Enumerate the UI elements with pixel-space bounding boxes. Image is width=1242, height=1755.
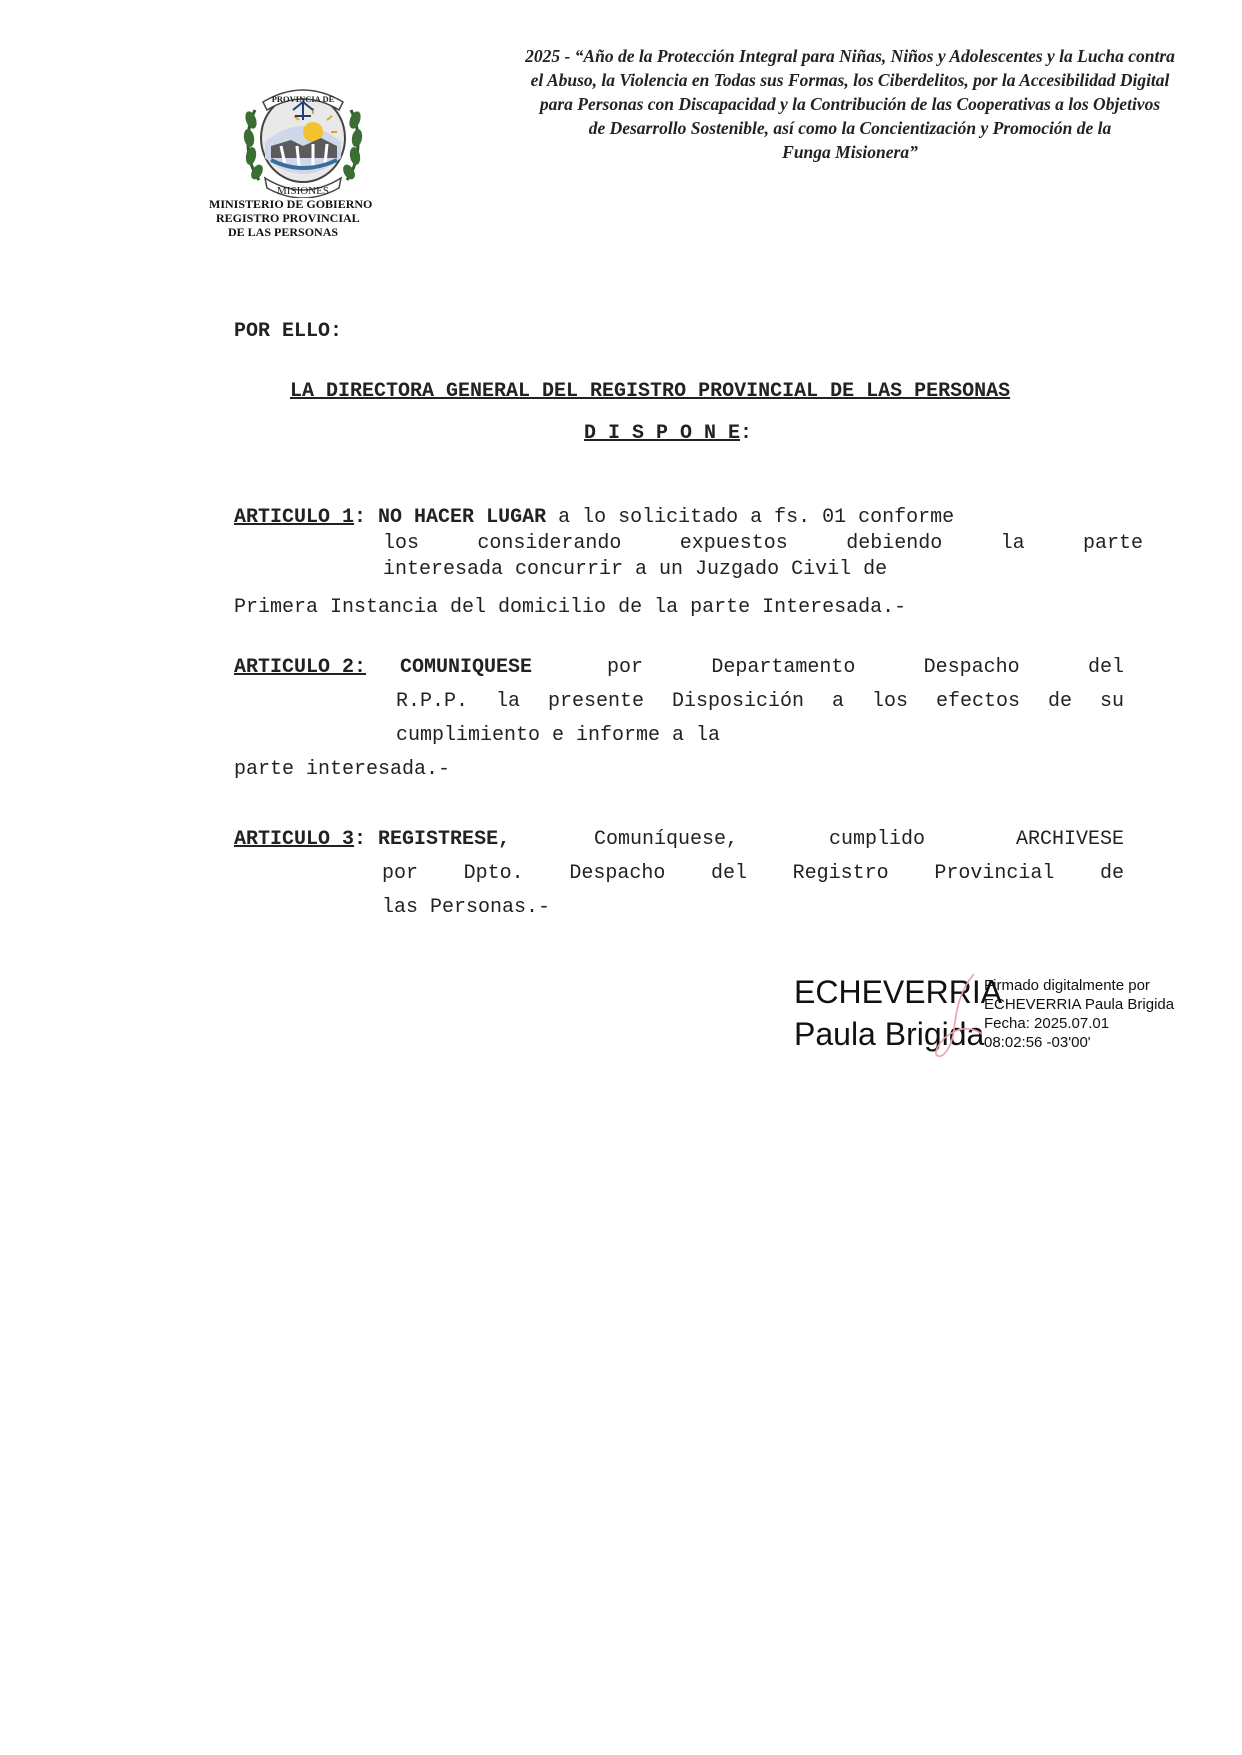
articulo-3-line-3: las Personas.-	[382, 896, 551, 919]
signature-name-line-2: Paula Brigida	[794, 1016, 985, 1052]
dispone-colon: :	[740, 422, 753, 445]
articulo-1-bold: NO HACER LUGAR	[378, 506, 547, 529]
motto-line: para Personas con Discapacidad y la Contribución de las Cooperativas a los Objetivos	[539, 94, 1161, 114]
articulo-2-bold: COMUNIQUESE	[400, 656, 533, 679]
dispone-word: D I S P O N E	[584, 422, 741, 445]
articulo-3-label: ARTICULO 3	[234, 828, 355, 851]
articulo-3-sep: :	[354, 828, 379, 851]
ministry-line-1: MINISTERIO DE GOBIERNO	[209, 197, 373, 211]
articulo-3-line-1: Comuníquese, cumplido ARCHIVESE	[594, 828, 1124, 851]
motto-line: 2025 - “Año de la Protección Integral para Niñas, Niños y Adolescentes y la Lucha contra	[525, 46, 1175, 66]
signature-detail-line: ECHEVERRIA Paula Brigida	[984, 996, 1175, 1013]
articulo-1-line-2: los considerando expuestos debiendo la parte	[383, 532, 1143, 555]
articulo-2-label: ARTICULO 2:	[234, 656, 367, 679]
seal-bottom-text: MISIONES	[277, 185, 329, 197]
signature-detail	[984, 976, 1174, 1052]
articulo-2-line-3: cumplimiento e informe a la	[396, 724, 721, 747]
por-ello: POR ELLO:	[234, 320, 343, 343]
signature-detail-line: Firmado digitalmente por	[984, 977, 1150, 994]
articulo-1-line-4: Primera Instancia del domicilio de la parte Interesada.-	[234, 596, 907, 619]
seal-top-text: PROVINCIA DE	[271, 94, 335, 104]
articulo-2-line-4: parte interesada.-	[234, 758, 451, 781]
articulo-1-sep: :	[354, 506, 379, 529]
articulo-1-text: a lo solicitado a fs. 01 conforme	[546, 506, 955, 529]
articulo-1-line-3: interesada concurrir a un Juzgado Civil de	[383, 558, 888, 581]
articulo-1-line-1	[234, 506, 1144, 529]
ministry-line-3: DE LAS PERSONAS	[228, 225, 339, 239]
year-motto	[480, 44, 1220, 164]
motto-line: el Abuso, la Violencia en Todas sus Formas, los Ciberdelitos, por la Accesibilidad Digital	[530, 70, 1170, 90]
motto-line: Funga Misionera”	[782, 142, 918, 162]
dispone-heading	[584, 422, 752, 445]
signature-name-line-1: ECHEVERRIA	[794, 974, 1003, 1010]
articulo-2-line-1: por Departamento Despacho del	[607, 656, 1124, 679]
ministry-line-2: REGISTRO PROVINCIAL	[216, 211, 360, 225]
articulo-3-heading	[234, 828, 510, 851]
signature-detail-line: Fecha: 2025.07.01	[984, 1015, 1110, 1032]
signature-detail-line: 08:02:56 -03'00'	[984, 1034, 1091, 1051]
articulo-2-line-2: R.P.P. la presente Disposición a los efectos de su	[396, 690, 1124, 713]
authority-heading: LA DIRECTORA GENERAL DEL REGISTRO PROVINCIAL DE LAS PERSONAS	[290, 380, 1011, 403]
signature-scribble-icon	[930, 970, 990, 1062]
provincial-seal	[241, 80, 365, 198]
articulo-1-label: ARTICULO 1	[234, 506, 355, 529]
motto-line: de Desarrollo Sostenible, así como la Concientización y Promoción de la	[588, 118, 1112, 138]
articulo-3-line-2: por Dpto. Despacho del Registro Provincial de	[382, 862, 1124, 885]
articulo-3-bold: REGISTRESE,	[378, 828, 511, 851]
